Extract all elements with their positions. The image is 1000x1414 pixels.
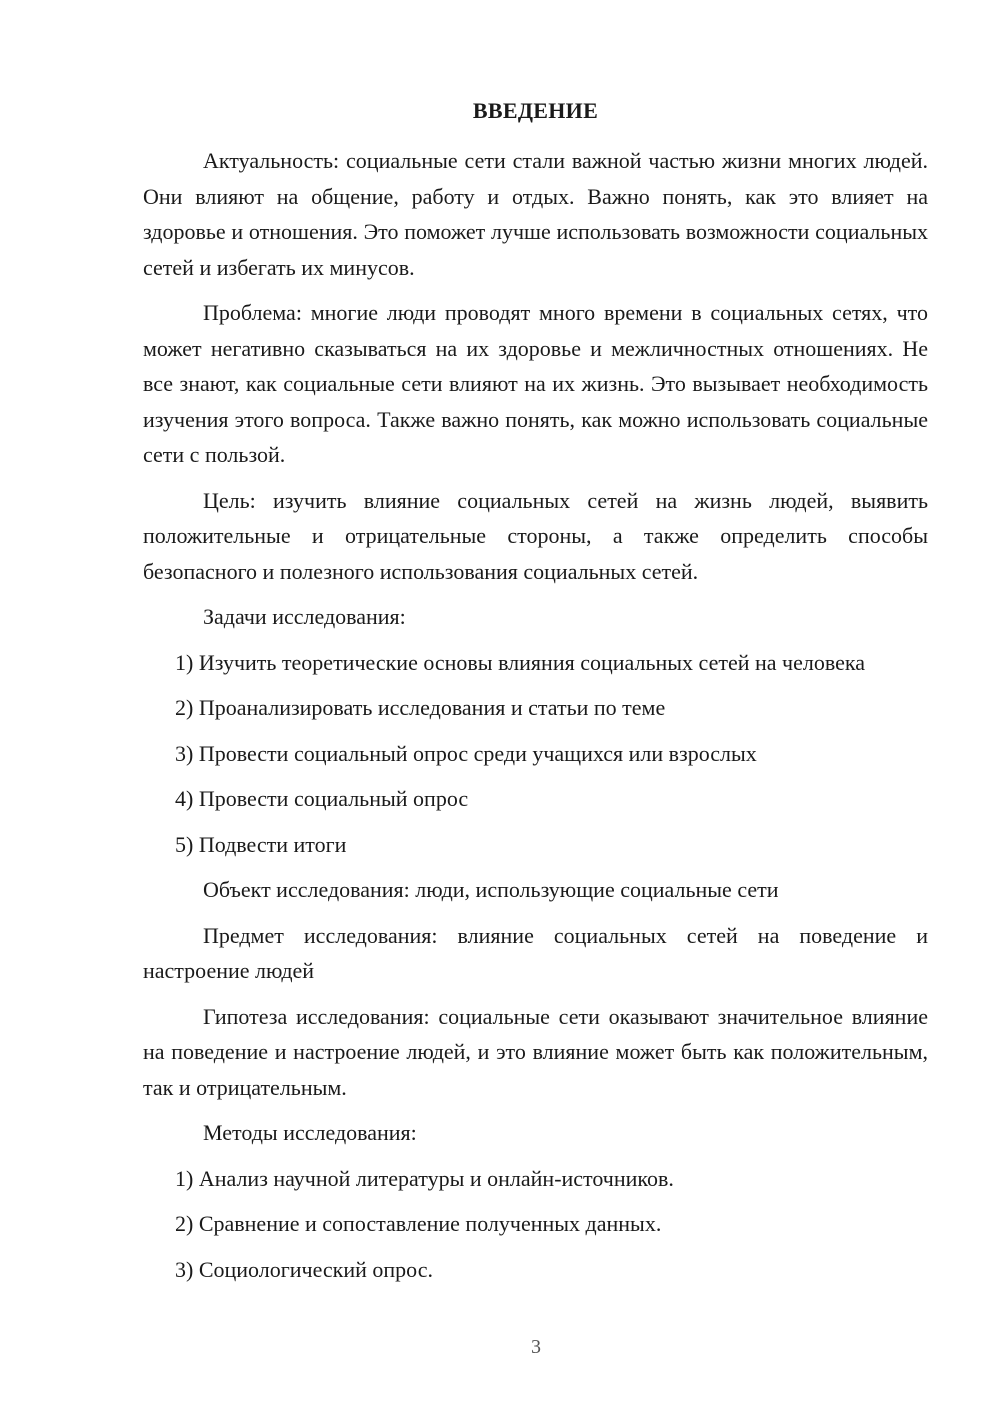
task-item-3: 3) Провести социальный опрос среди учащихся или взрослых bbox=[175, 740, 757, 766]
paragraph-hypothesis: Гипотеза исследования: социальные сети оказывают значительное влияние на поведение и настроение людей, и это влияние может быть как положительным, так и отрицательным. bbox=[143, 1003, 928, 1100]
paragraph-relevance: Актуальность: социальные сети стали важной частью жизни многих людей. Они влияют на общение, работу и отдых. Важно понять, как это влияет на здоровье и отношения. Это поможет лучше использовать возможности социальных сетей и избегать их минусов. bbox=[143, 148, 928, 280]
task-item-5: 5) Подвести итоги bbox=[175, 831, 347, 857]
paragraph-subject: Предмет исследования: влияние социальных сетей на поведение и настроение людей bbox=[143, 922, 928, 983]
methods-heading: Методы исследования: bbox=[203, 1120, 417, 1145]
page-title: ВВЕДЕНИЕ bbox=[472, 98, 599, 123]
method-item-2: 2) Сравнение и сопоставление полученных данных. bbox=[175, 1211, 662, 1236]
task-item-4: 4) Провести социальный опрос bbox=[175, 786, 469, 811]
paragraph-goal: Цель: изучить влияние социальных сетей на жизнь людей, выявить положительные и отрицательные стороны, а также определить способы безопасного и полезного использования социальных сетей. bbox=[143, 487, 928, 584]
paragraph-problem: Проблема: многие люди проводят много времени в социальных сетях, что может негативно сказываться на их здоровье и межличностных отношениях. Не все знают, как социальные сети влияют на их жизнь. Это вызывает необходимость изучения этого вопроса. Также важно понять, как можно использовать социальные сети с пользой. bbox=[143, 300, 928, 467]
task-item-2: 2) Проанализировать исследования и статьи по теме bbox=[175, 695, 666, 720]
paragraph-object: Объект исследования: люди, использующие социальные сети bbox=[203, 877, 779, 902]
method-item-1: 1) Анализ научной литературы и онлайн-источников. bbox=[175, 1165, 674, 1191]
page-number: 3 bbox=[531, 1336, 541, 1358]
method-item-3: 3) Социологический опрос. bbox=[175, 1256, 433, 1282]
tasks-heading: Задачи исследования: bbox=[203, 604, 406, 629]
document-body bbox=[143, 143, 928, 1297]
task-item-1: 1) Изучить теоретические основы влияния социальных сетей на человека bbox=[175, 649, 865, 675]
